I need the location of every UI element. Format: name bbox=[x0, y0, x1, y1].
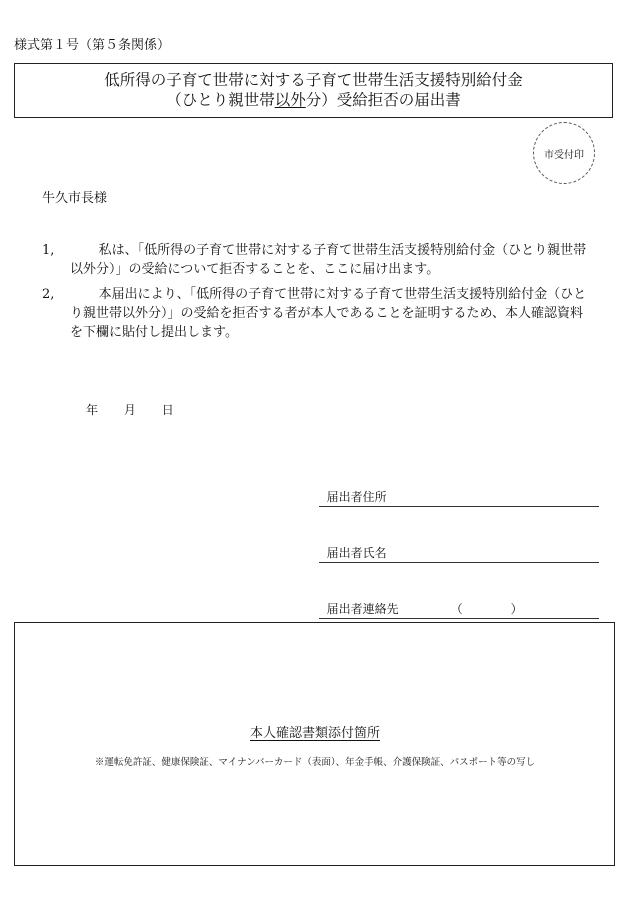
statement-item-2 bbox=[42, 285, 590, 342]
title-line-2-pre: （ひとり親世帯 bbox=[166, 91, 275, 109]
addressee: 牛久市長様 bbox=[42, 191, 108, 206]
item-text: 本届出により、「低所得の子育て世帯に対する子育て世帯生活支援特別給付金（ひとり親世帯以外分）」の受給を拒否する者が本人であることを証明するため、本人確認資料を下欄に貼付し提出します。 bbox=[70, 287, 587, 340]
reception-stamp-circle bbox=[533, 122, 595, 184]
title-line-2 bbox=[15, 90, 612, 110]
id-attachment-note: ※運転免許証、健康保険証、マイナンバーカード（表面）、年金手帳、介護保険証、パスポート等の写し bbox=[94, 757, 536, 768]
stamp-label: 市受付印 bbox=[544, 149, 584, 161]
date-line bbox=[86, 401, 196, 418]
id-attachment-title: 本人確認書類添付箇所 bbox=[249, 726, 380, 741]
date-day: 日 bbox=[161, 403, 174, 417]
statement-item-1 bbox=[42, 241, 590, 279]
contact-label: 届出者連絡先 bbox=[326, 602, 399, 616]
title-line-1: 低所得の子育て世帯に対する子育て世帯生活支援特別給付金 bbox=[104, 71, 523, 89]
contact-paren: （ ） bbox=[450, 602, 523, 616]
contact-field[interactable] bbox=[319, 586, 599, 619]
date-month: 月 bbox=[123, 403, 136, 417]
title-line-2-post: 分）受給拒否の届出書 bbox=[305, 91, 461, 109]
date-year: 年 bbox=[86, 403, 99, 417]
title-underlined-word: 以外 bbox=[274, 91, 306, 109]
id-document-attachment-box bbox=[14, 622, 615, 866]
name-field[interactable] bbox=[319, 530, 599, 563]
item-number: 1, bbox=[42, 243, 55, 258]
form-number: 様式第１号（第５条関係） bbox=[14, 38, 171, 53]
item-text: 私は、「低所得の子育て世帯に対する子育て世帯生活支援特別給付金（ひとり親世帯以外分）」の受給について拒否することを、ここに届け出ます。 bbox=[70, 243, 587, 277]
item-number: 2, bbox=[42, 287, 55, 302]
name-label: 届出者氏名 bbox=[326, 546, 387, 560]
address-label: 届出者住所 bbox=[326, 490, 387, 504]
title-box bbox=[14, 63, 613, 118]
address-field[interactable] bbox=[319, 474, 599, 507]
